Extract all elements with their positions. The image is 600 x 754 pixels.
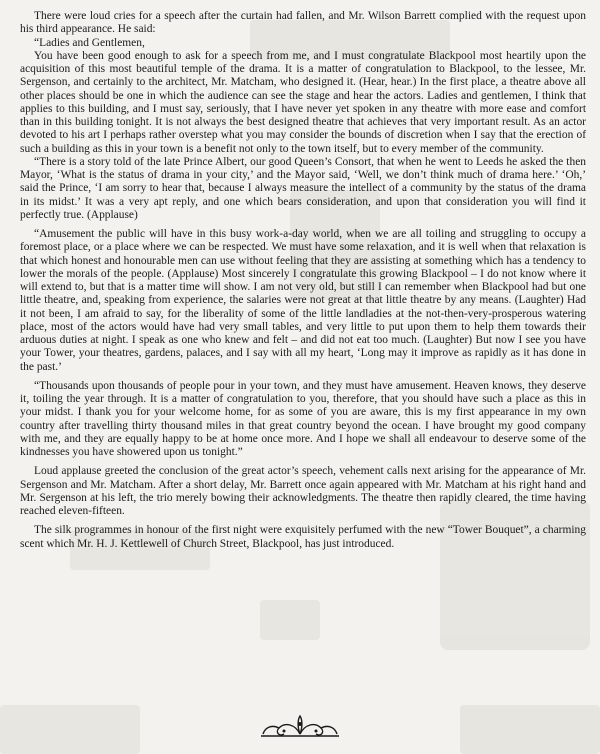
paragraph-speech-1: You have been good enough to ask for a speech from me, and I must congratulate Blackpool most heartily upon the acquisition of this most beautiful temple of the drama. It is a matter of congratulation to Blackpool, to the lessee, Mr. Sergenson, and certainly to the architect, Mr. Matcham, who designed it. (Hear, hear.) In the first place, a theatre above all other places should be one in which the audience can see the stage and hear the actors. Ladies and gentlemen, I think that applies to this building, and I must say, seriously, that I have never yet spoken in any theatre with more ease and comfort than in this building tonight. It is not always the best designed theatre that achieves that very important result. As an actor devoted to his art I perhaps rather overstep what you may consider the bounds of discretion when I say that the erection of such a building as this in your town is a benefit not only to the town itself, but to every member of the community. — [20, 49, 586, 155]
paragraph-salutation: “Ladies and Gentlemen, — [34, 36, 145, 49]
paragraph-intro: There were loud cries for a speech after the curtain had fallen, and Mr. Wilson Barrett complied with the request upon his third appearance. He said: — [20, 10, 586, 36]
paragraph-speech-4: “Thousands upon thousands of people pour in your town, and they must have amusement. Heaven knows, they deserve it, toiling the year through. It is a matter of congratulation to you, therefore, that you should have such a place as this in your midst. I thank you for your welcome home, for as some of you are aware, this is my first appearance in my own country after travelling thirty thousand miles in that great country beyond the ocean. I have brought my good company with me, and they are equally happy to be at home once more. And I hope we shall all endeavour to deserve some of the kindnesses you have showered upon us tonight.” — [20, 379, 586, 458]
paragraph-speech-3: “Amusement the public will have in this busy work-a-day world, when we are all toiling and struggling to occupy a foremost place, or a place where we can be respected. We must have some relaxation, and it is well when that relaxation is that which honest and honourable men can use without feeling that they are assisting at something which has a tendency to lower the morals of the people. (Applause) Most sincerely I congratulate this growing Blackpool – I do not know where it will extend to, but that is a matter time will show. I am not very old, but still I can remember when Blackpool had but one little theatre, and, speaking from experience, the salaries were not great at that little theatre by any means. (Laughter) Had it not been, I am afraid to say, for the liberality of some of the little landladies at the not-then-very-prosperous watering place, most of the actors would have had very small tables, and very little to put upon them to help them towards their arduous duties at night. I speak as one who knew and felt – and did not eat too much. (Laughter) But now I see you have your Tower, your theatres, gardens, palaces, and I say with all my heart, ‘Long may it improve as rapidly as it has done in the past.’ — [20, 228, 586, 373]
floral-ornament-icon — [255, 712, 345, 740]
paragraph-speech-2: “There is a story told of the late Prince Albert, our good Queen’s Consort, that when he went to Leeds he asked the then Mayor, ‘What is the status of drama in your city,’ and the Mayor said, ‘Well, we don’t think much of drama here.’ ‘Oh,’ said the Prince, ‘I am sorry to hear that, because I always measure the intellect of a community by the status of the drama in its midst.’ It was a very apt reply, and one which bears consideration, and upon that consideration you will find it perfectly true. (Applause) — [20, 155, 586, 221]
article-body — [20, 10, 586, 551]
paragraph-programmes: The silk programmes in honour of the first night were exquisitely perfumed with the new “Tower Bouquet”, a charming scent which Mr. H. J. Kettlewell of Church Street, Blackpool, has just introduced. — [20, 524, 586, 550]
paragraph-closing: Loud applause greeted the conclusion of the great actor’s speech, vehement calls next arising for the appearance of Mr. Sergenson and Mr. Matcham. After a short delay, Mr. Barrett once again appeared with Mr. Matcham at his right hand and Mr. Sergenson at his left, the trio merely bowing their acknowledgments. The theatre then rapidly cleared, the time having reached eleven-fifteen. — [20, 465, 586, 517]
